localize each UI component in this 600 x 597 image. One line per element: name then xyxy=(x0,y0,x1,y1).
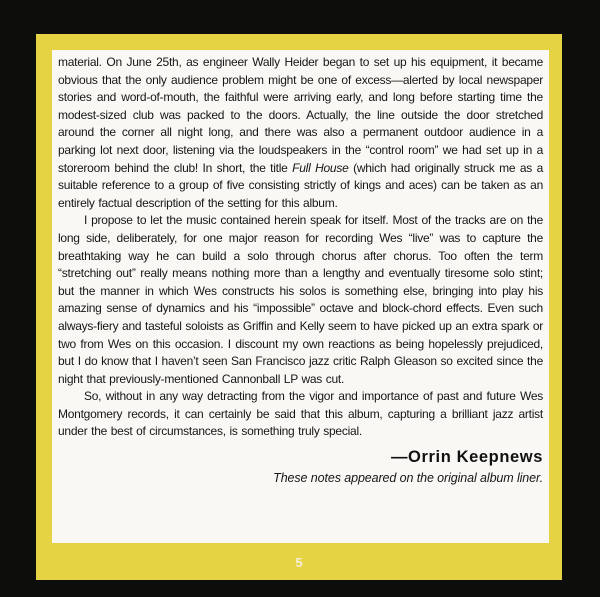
author-signature: —Orrin Keepnews xyxy=(390,448,543,467)
page-number: 5 xyxy=(295,555,303,570)
paragraph-3: So, without in any way detracting from the vigor and importance of past and future Wes Montgomery records, it can certainly be said that this album, capturing a brilliant jazz artist under the best of circumstances, is something truly special. xyxy=(58,389,543,439)
album-title-italic: Full House xyxy=(292,160,349,175)
original-liner-footnote: These notes appeared on the original album liner. xyxy=(273,471,543,486)
paragraph-1-text: material. On June 25th, as engineer Wally Heider began to set up his equipment, it became obvious that the only audience problem might be one of excess—alerted by local newspaper stories and word-of-mouth, the faithful were arriving early, and long before starting time the modest-sized club was packed to the doors. Actually, the line outside the door stretched around the corner all night long, and there was also a permanent outdoor audience in a parking lot next door, listening via the loudspeakers in the “control room” we had set up in a storeroom behind the club! In short, the title xyxy=(58,55,543,175)
paragraph-1 xyxy=(58,54,543,212)
paragraph-2: I propose to let the music contained herein speak for itself. Most of the tracks are on the long side, deliberately, for one major reason for recording Wes “live” was to capture the breathtaking way he can build a solo through chorus after chorus. Too often the term “stretching out” really means nothing more than a lengthy and eventually tiresome solo stint; but the manner in which Wes constructs his solos is something else, bringing into play his amazing sense of dynamics and his “impossible” octave and block-chord effects. Even such always-fiery and tasteful soloists as Griffin and Kelly seem to have picked up an extra spark or two from Wes on this occasion. I discount my own reactions as being hopelessly prejudiced, but I do know that I haven’t seen San Francisco jazz critic Ralph Gleason so excited since the night that previously-mentioned Cannonball LP was cut. xyxy=(58,213,543,386)
paragraph-1-continued: (which had originally struck me as a suitable reference to a group of five consisting strictly of kings and aces) can be taken as an entirely factual description of the setting for this album. xyxy=(58,160,543,210)
liner-notes-page xyxy=(36,34,562,580)
text-panel xyxy=(52,50,549,543)
